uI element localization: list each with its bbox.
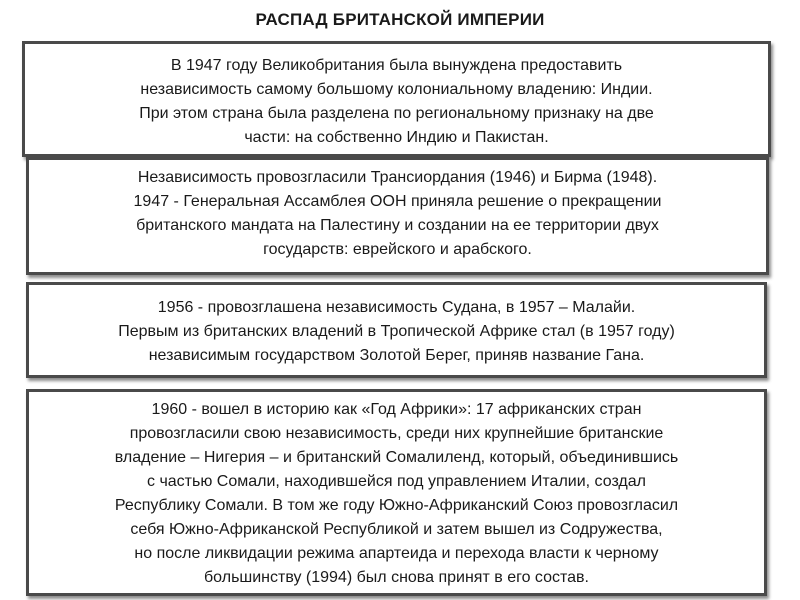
text-box-year-of-africa — [26, 389, 767, 596]
text-box-sudan-ghana — [26, 282, 767, 378]
text-line: государств: еврейского и арабского. — [263, 241, 532, 258]
page-title: РАСПАД БРИТАНСКОЙ ИМПЕРИИ — [255, 10, 545, 29]
text-line: провозгласили свою независимость, среди них крупнейшие британские — [129, 425, 664, 442]
text-line: 1947 - Генеральная Ассамблея ООН приняла решение о прекращении — [133, 193, 662, 210]
text-line: независимым государством Золотой Берег, приняв название Гана. — [148, 347, 645, 364]
text-line: владение – Нигерия – и британский Сомалиленд, который, объединившись — [114, 449, 679, 466]
text-box-transjordan-burma — [26, 157, 769, 275]
text-line: 1956 - провозглашена независимость Судана, в 1957 – Малайи. — [157, 299, 636, 316]
text-box-india — [22, 41, 771, 157]
text-line: британского мандата на Палестину и создании на ее территории двух — [136, 217, 659, 234]
text-line: 1960 - вошел в историю как «Год Африки»: 17 африканских стран — [151, 401, 642, 418]
text-line: части: на собственно Индию и Пакистан. — [244, 129, 549, 146]
text-line: Независимость провозгласили Трансиордания (1946) и Бирма (1948). — [137, 169, 658, 186]
text-line: В 1947 году Великобритания была вынуждена предоставить — [170, 57, 623, 74]
text-line: Первым из британских владений в Тропической Африке стал (в 1957 году) — [118, 323, 675, 340]
text-line: с частью Сомали, находившейся под управлением Италии, создал — [147, 473, 646, 490]
text-line: но после ликвидации режима апартеида и перехода власти к черному — [134, 545, 659, 562]
text-line: себя Южно-Африканской Республикой и затем вышел из Содружества, — [130, 521, 663, 538]
text-line: независимость самому большому колониальному владению: Индии. — [140, 81, 653, 98]
text-line: большинству (1994) был снова принят в его состав. — [204, 569, 589, 586]
text-line: При этом страна была разделена по региональному признаку на две — [139, 105, 654, 122]
text-line: Республику Сомали. В том же году Южно-Африканский Союз провозгласил — [114, 497, 679, 514]
